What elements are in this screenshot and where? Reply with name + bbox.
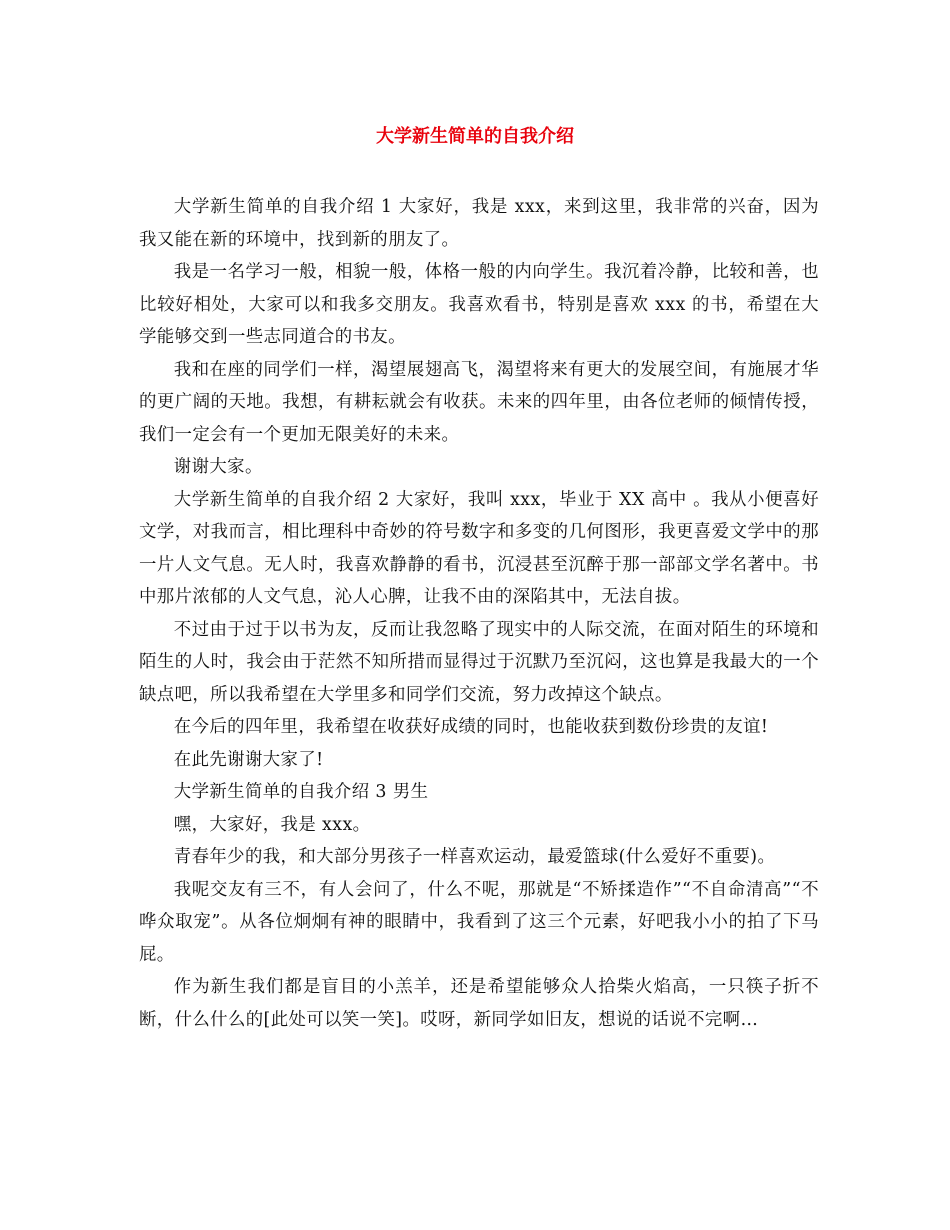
- paragraph: 不过由于过于以书为友，反而让我忽略了现实中的人际交流，在面对陌生的环境和陌生的人时，我会由于茫然不知所措而显得过于沉默乃至沉闷，这也算是我最大的一个缺点吧，所以我希望在大学里多和同学们交流，努力改掉这个缺点。: [139, 619, 819, 705]
- paragraph: 在今后的四年里，我希望在收获好成绩的同时，也能收获到数份珍贵的友谊!: [173, 717, 769, 737]
- paragraph: 我呢交友有三不，有人会问了，什么不呢，那就是“不矫揉造作”“不自命清高”“不哗众取宠”。从各位炯炯有神的眼睛中，我看到了这三个元素，好吧我小小的拍了下马屁。: [139, 879, 819, 965]
- paragraph: 作为新生我们都是盲目的小羔羊，还是希望能够众人拾柴火焰高，一只筷子折不断，什么什么的[此处可以笑一笑]。哎呀，新同学如旧友，想说的话说不完啊…: [139, 977, 819, 1030]
- paragraph: 我和在座的同学们一样，渴望展翅高飞，渴望将来有更大的发展空间，有施展才华的更广阔的天地。我想，有耕耘就会有收获。未来的四年里，由各位老师的倾情传授，我们一定会有一个更加无限美好的未来。: [139, 359, 819, 445]
- paragraph: 大学新生简单的自我介绍 1 大家好，我是 xxx，来到这里，我非常的兴奋，因为我又能在新的环境中，找到新的朋友了。: [139, 197, 819, 250]
- paragraph: 大学新生简单的自我介绍 3 男生: [173, 782, 429, 802]
- paragraph: 谢谢大家。: [173, 457, 263, 477]
- paragraph: 在此先谢谢大家了!: [173, 749, 324, 770]
- document-title: 大学新生简单的自我介绍: [376, 126, 574, 147]
- paragraph: 嘿，大家好，我是 xxx。: [173, 814, 371, 835]
- document-body: [139, 191, 819, 1036]
- paragraph: 青春年少的我，和大部分男孩子一样喜欢运动，最爱篮球(什么爱好不重要)。: [173, 847, 776, 867]
- paragraph: 大学新生简单的自我介绍 2 大家好，我叫 xxx，毕业于 XX 高中 。我从小便喜好文学，对我而言，相比理科中奇妙的符号数字和多变的几何图形，我更喜爱文学中的那一片人文气息。无人时，我喜欢静静的看书，沉浸甚至沉醉于那一部部文学名著中。书中那片浓郁的人文气息，沁人心脾，让我不由的深陷其中，无法自拔。: [139, 489, 819, 607]
- paragraph: 我是一名学习一般，相貌一般，体格一般的内向学生。我沉着冷静，比较和善，也比较好相处，大家可以和我多交朋友。我喜欢看书，特别是喜欢 xxx 的书，希望在大学能够交到一些志同道合的书友。: [139, 262, 819, 347]
